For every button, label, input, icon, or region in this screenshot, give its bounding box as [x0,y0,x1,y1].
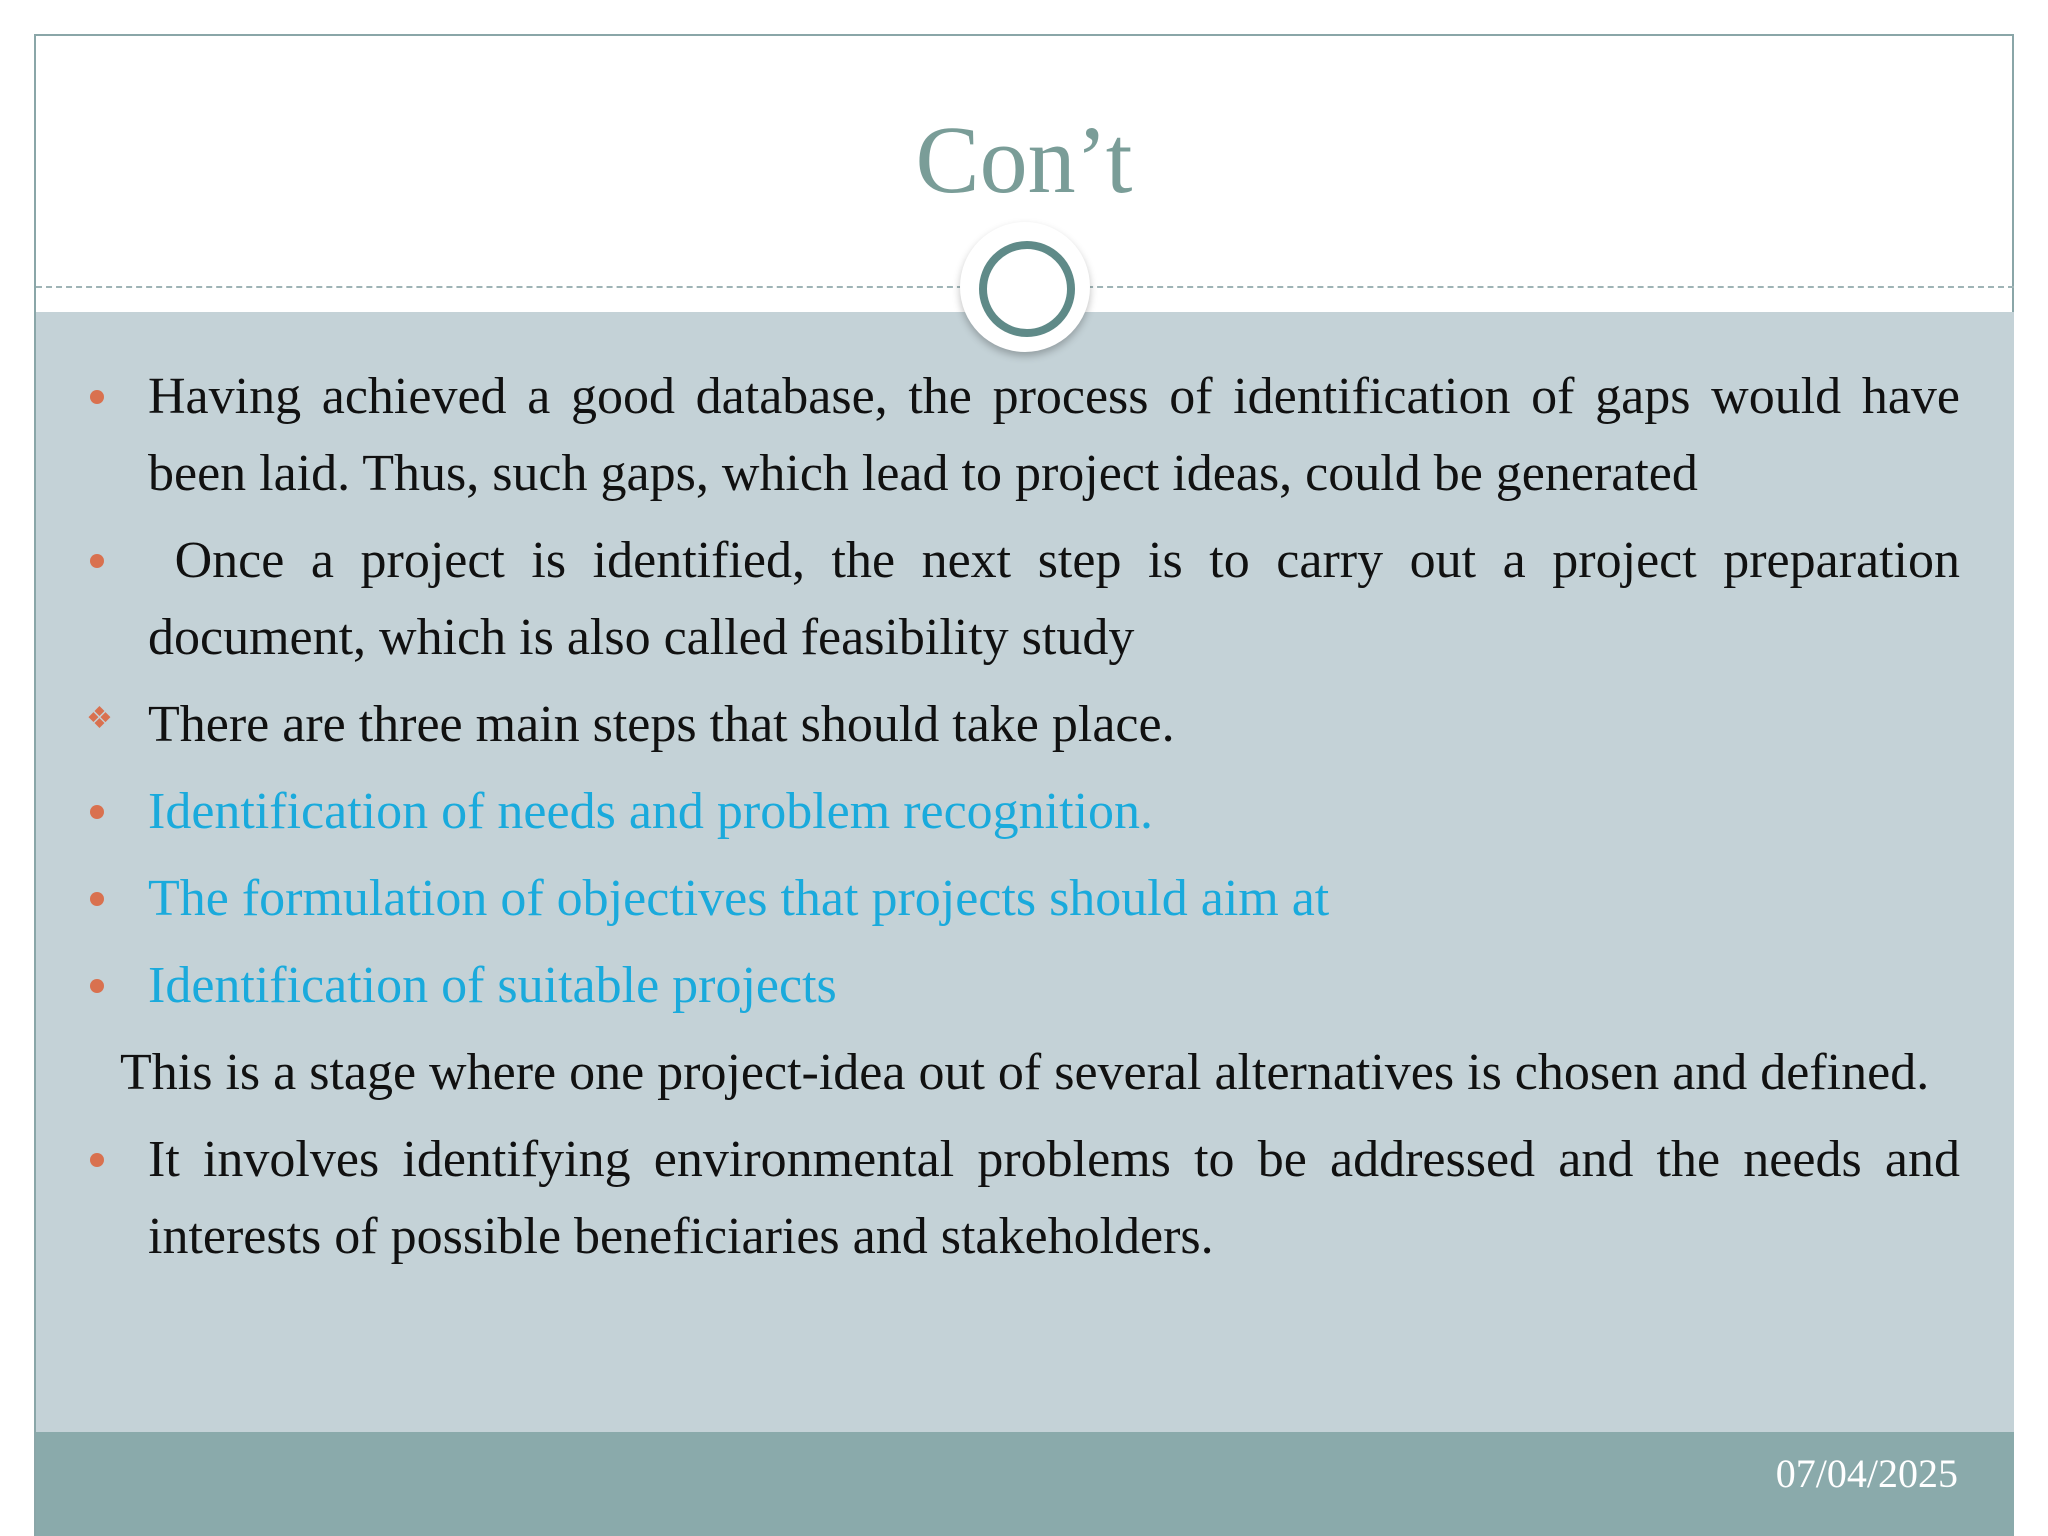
footer-bar [36,1432,2014,1536]
bullet-dot-icon [90,1153,104,1167]
list-item [90,947,1960,1024]
diamond-bullet-icon: ❖ [86,702,113,735]
list-item [90,860,1960,937]
bullet-dot-icon [90,554,104,568]
bullet-dot-icon [90,892,104,906]
slide-date: 07/04/2025 [1775,1451,1958,1496]
slide-title: Con’t [915,106,1133,213]
list-item-text: Identification of suitable projects [148,957,837,1014]
list-item-text: Once a project is identified, the next step is to carry out a project preparation document, which is also called feasibility study [148,532,1974,666]
list-item-text: Identification of needs and problem recognition. [148,783,1154,840]
bullet-dot-icon [90,805,104,819]
slide-body [86,358,1974,1285]
list-item-text: This is a stage where one project-idea out of several alternatives is chosen and defined. [120,1044,1930,1101]
list-item [90,1121,1960,1275]
list-item-text: It involves identifying environmental problems to be addressed and the needs and interests of possible beneficiaries and stakeholders. [148,1131,1960,1265]
list-item [90,773,1960,850]
bullet-dot-icon [90,979,104,993]
list-item-text: Having achieved a good database, the process of identification of gaps would have been laid. Thus, such gaps, which lead to project ideas, could be generated [148,368,1960,502]
list-item [86,686,1960,763]
bullet-dot-icon [90,390,104,404]
list-item [90,1034,1960,1111]
list-item-text: The formulation of objectives that projects should aim at [148,870,1330,927]
list-item [90,522,1974,676]
circle-ornament-icon [960,222,1090,352]
list-item [90,358,1960,512]
ring-icon [979,241,1075,337]
list-item-text: There are three main steps that should take place. [148,696,1175,753]
